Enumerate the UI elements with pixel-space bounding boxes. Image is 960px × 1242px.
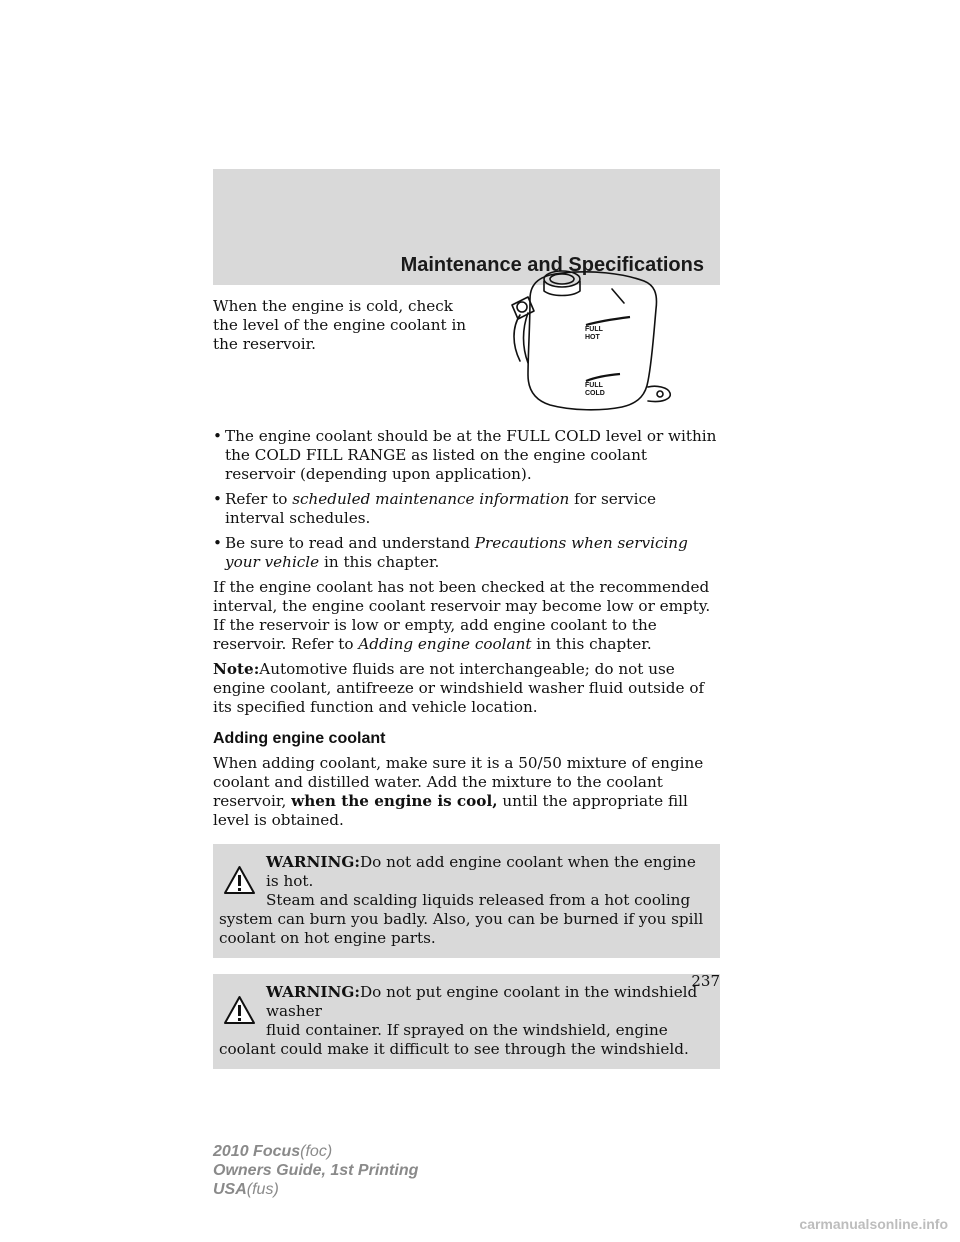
intro-text: When the engine is cold, check the level of the engine coolant in the reservoir. <box>213 297 467 353</box>
full-cold-label <box>585 382 605 397</box>
adding-coolant-paragraph <box>213 754 720 830</box>
warning-triangle-icon <box>223 865 256 895</box>
bullet-icon: • <box>213 490 222 508</box>
warning-text: Steam and scalding liquids released from a hot cooling system can burn you badly. Also, you can be burned if you spill coolant on hot engine parts. <box>219 891 704 947</box>
coolant-reservoir-illustration <box>472 269 672 417</box>
full-hot-label-line2: HOT <box>585 333 600 341</box>
bullet-icon: • <box>213 534 222 552</box>
warning-box-hot-engine <box>213 844 720 958</box>
section-title: Maintenance and Specifications <box>400 254 704 276</box>
paragraph-bold: when the engine is cool, <box>291 792 498 810</box>
paragraph-text: When adding coolant, make sure it is a 50/50 mixture of engine coolant and distilled water. Add the mixture to the coolant reservoir, <box>213 754 704 810</box>
warning-box-washer-fluid <box>213 974 720 1069</box>
reservoir-paragraph <box>213 578 720 654</box>
warning-text: fluid container. If sprayed on the windshield, engine coolant could make it difficult to see through the windshield. <box>219 1021 689 1058</box>
warning-triangle-icon <box>223 995 256 1025</box>
note-paragraph <box>213 660 720 717</box>
paragraph-italic-ref: Adding engine coolant <box>358 635 532 653</box>
paragraph-text-post: in this chapter. <box>531 635 652 653</box>
adding-coolant-heading: Adding engine coolant <box>213 730 386 747</box>
bullet-text-post: in this chapter. <box>319 553 440 571</box>
header-band <box>213 169 720 285</box>
bullet-text: Refer to <box>225 490 293 508</box>
bullet-list <box>213 427 720 572</box>
intro-row <box>213 297 720 417</box>
warning-text-first: Do not put engine coolant in the windshield washer <box>266 983 698 1020</box>
bullet-text: Be sure to read and understand <box>225 534 475 552</box>
footer-guide: Owners Guide, 1st Printing <box>213 1162 419 1179</box>
footer-region-line <box>213 1180 418 1199</box>
warning-label: WARNING: <box>266 983 360 1001</box>
warning-first-line <box>266 983 710 1021</box>
paragraph-text: If the engine coolant has not been checked at the recommended interval, the engine coolant reservoir may become low or empty. If the reservoir is low or empty, add engine coolant to the reservoir. Refer to <box>213 578 711 653</box>
note-text: Automotive fluids are not interchangeable; do not use engine coolant, antifreeze or windshield washer fluid outside of its specified function and vehicle location. <box>213 660 705 716</box>
footer-region-code: (fus) <box>246 1181 279 1198</box>
warning-first-line <box>266 853 710 891</box>
full-hot-label <box>585 326 603 341</box>
footer-model-line <box>213 1142 418 1161</box>
footer-model-code: (foc) <box>300 1143 333 1160</box>
footer <box>213 1142 418 1199</box>
watermark: carmanualsonline.info <box>799 1216 948 1232</box>
bullet-text: The engine coolant should be at the FULL COLD level or within the COLD FILL RANGE as listed on the engine coolant reservoir (depending upon application). <box>225 427 717 483</box>
footer-model: 2010 Focus <box>213 1143 301 1160</box>
list-item <box>213 534 720 572</box>
footer-region: USA <box>213 1181 247 1198</box>
list-item <box>213 427 720 484</box>
note-label: Note: <box>213 660 260 678</box>
bullet-icon: • <box>213 427 222 445</box>
warning-label: WARNING: <box>266 853 360 871</box>
warning-text-first: Do not add engine coolant when the engine is hot. <box>266 853 696 890</box>
bullet-italic-ref: scheduled maintenance information <box>292 490 570 508</box>
full-hot-label-line1: FULL <box>585 326 603 333</box>
coolant-reservoir-figure <box>472 269 672 417</box>
bullet-text-post: for service interval schedules. <box>225 490 656 527</box>
page-number: 237 <box>691 972 720 990</box>
list-item <box>213 490 720 528</box>
full-cold-label-line2: COLD <box>585 389 605 397</box>
bullet-italic-ref: Precautions when servicing your vehicle <box>225 534 688 571</box>
full-cold-label-line1: FULL <box>585 382 603 389</box>
paragraph-text-post: until the appropriate fill level is obtained. <box>213 792 688 829</box>
page-content <box>213 297 720 1069</box>
